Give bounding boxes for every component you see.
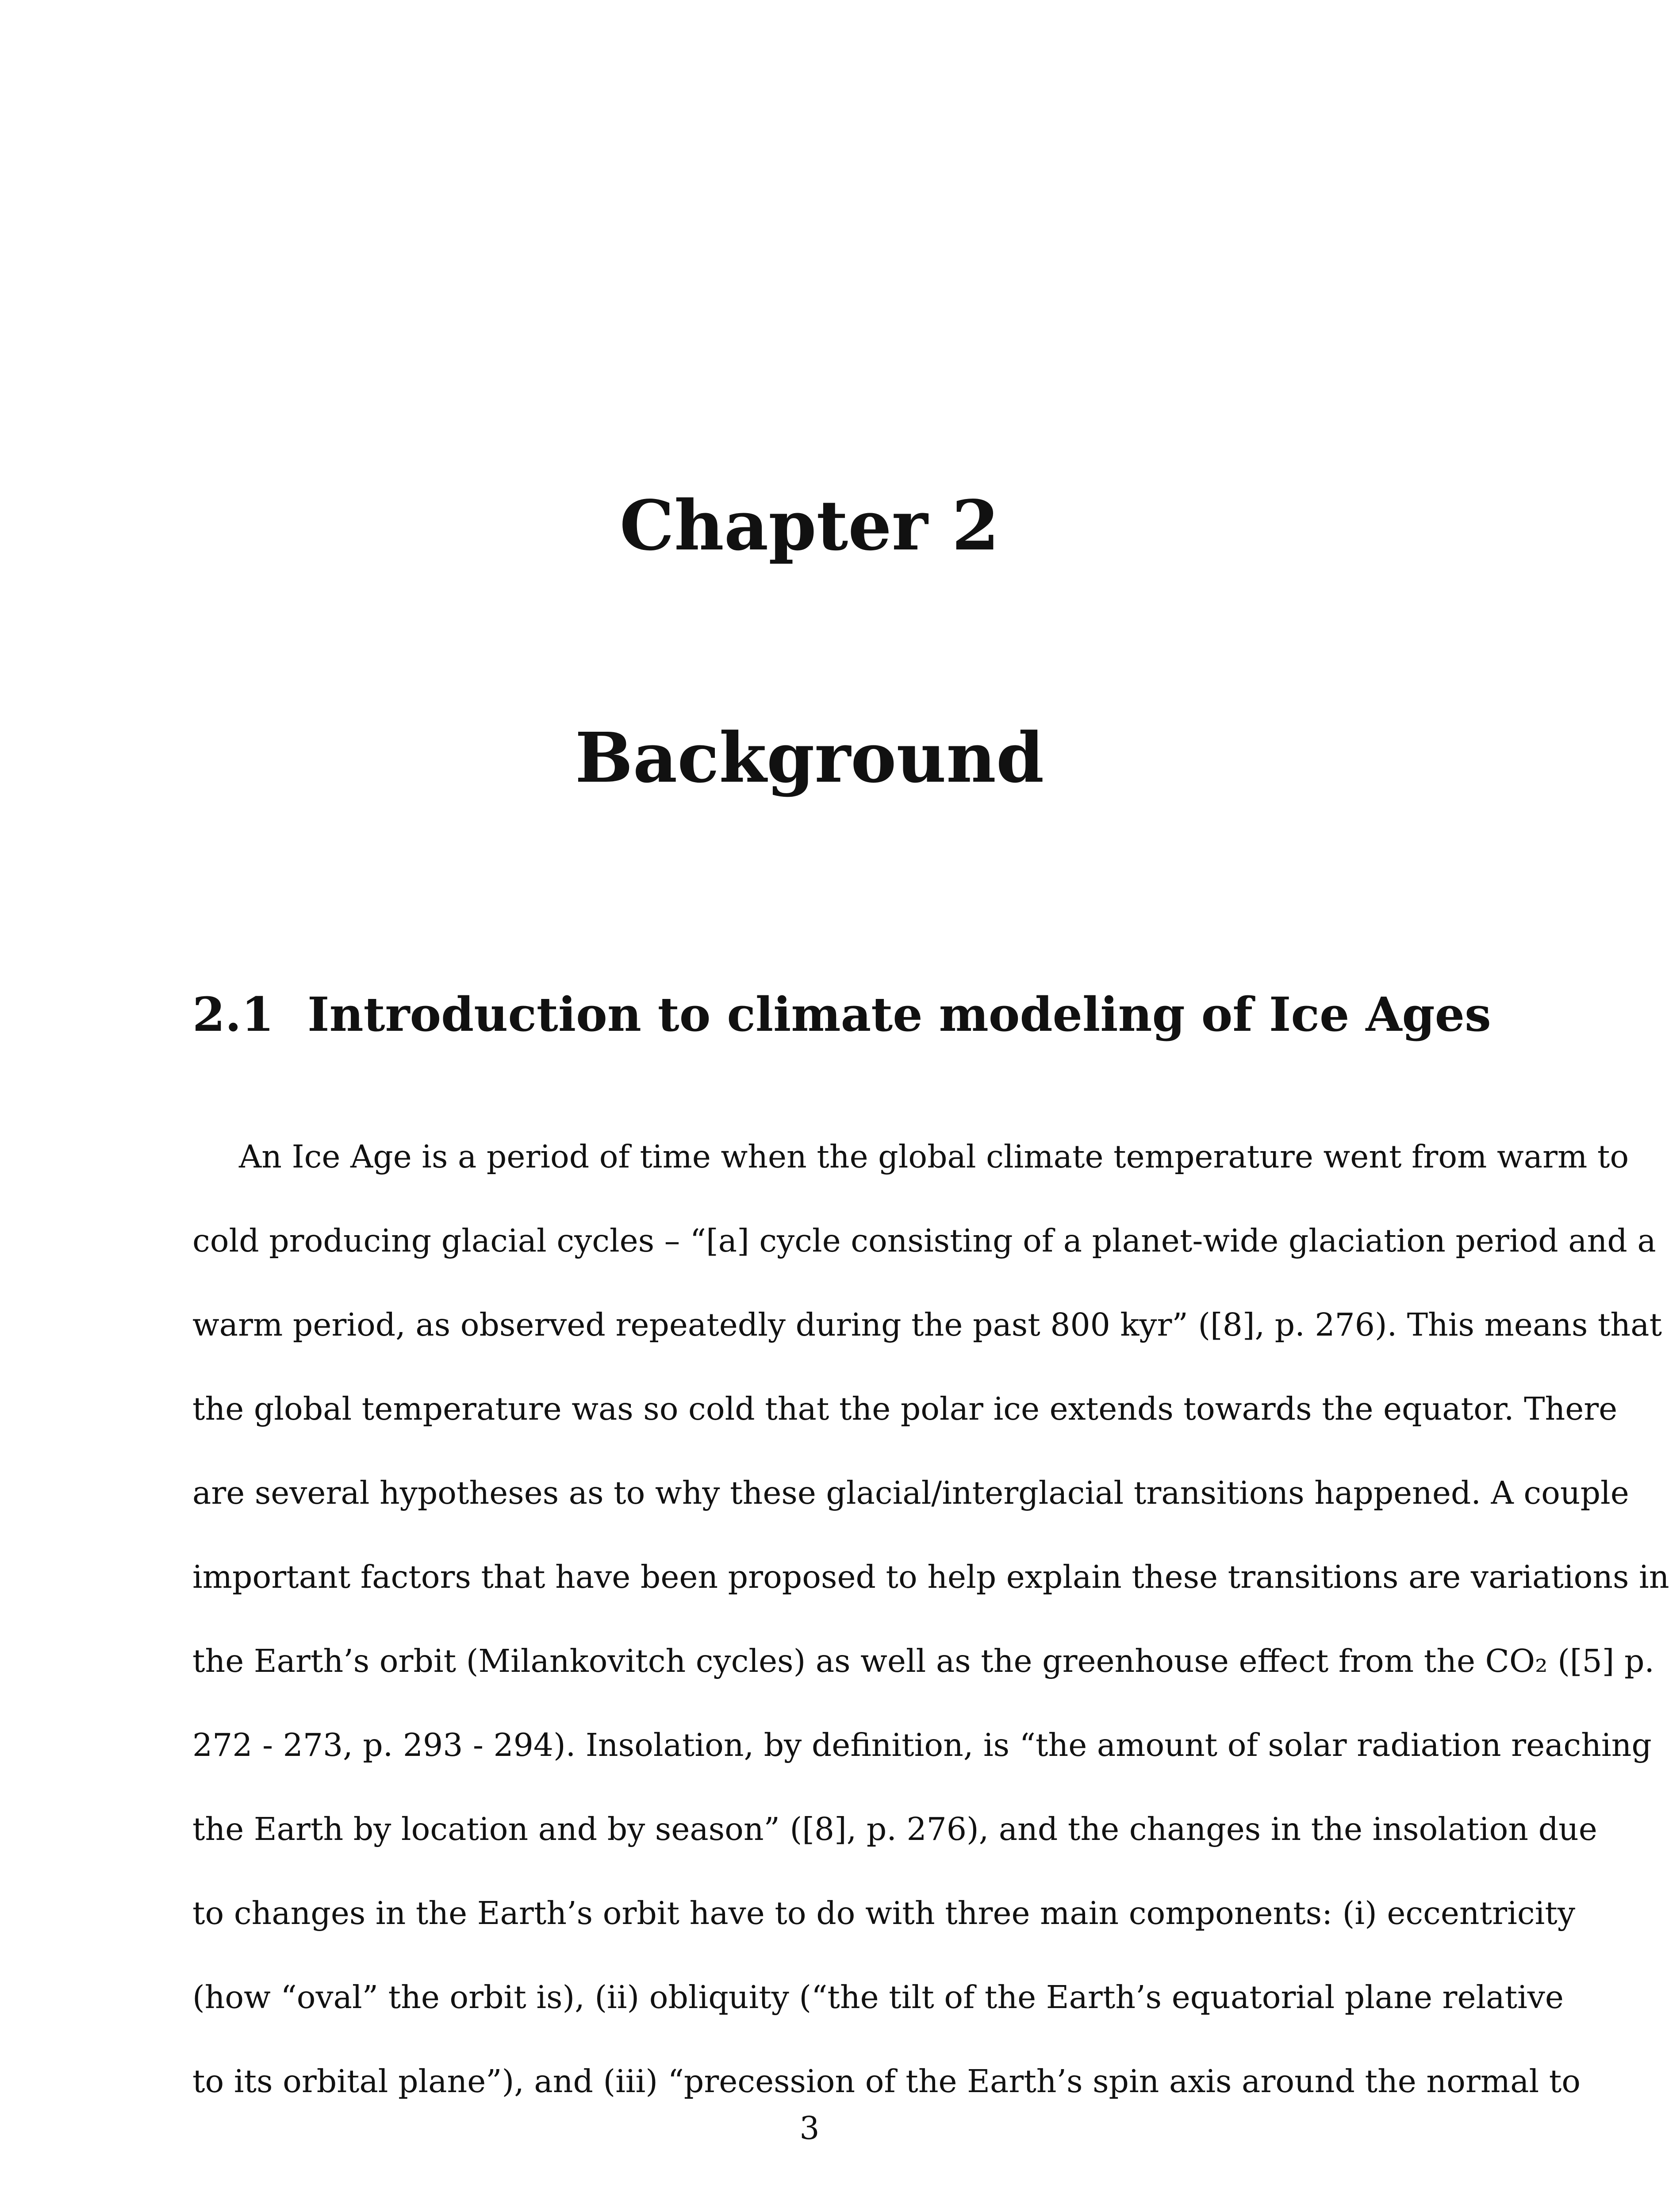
paragraph-line: the Earth by location and by season” ([8], p. 276), and the changes in the insolation due — [192, 1811, 1597, 1847]
paragraph-line: (how “oval” the orbit is), (ii) obliquity (“the tilt of the Earth’s equatorial plane relative — [192, 1979, 1564, 2016]
paragraph-line: An Ice Age is a period of time when the global climate temperature went from warm to — [239, 1138, 1629, 1175]
chapter-label: Chapter 2 — [619, 485, 1000, 566]
paragraph-line: cold producing glacial cycles – “[a] cycle consisting of a planet-wide glaciation period and a — [192, 1222, 1656, 1259]
paragraph-line: are several hypotheses as to why these glacial/interglacial transitions happened. A couple — [192, 1475, 1629, 1511]
section-number: 2.1 — [192, 987, 274, 1042]
paragraph-line: to its orbital plane”), and (iii) “precession of the Earth’s spin axis around the normal to — [192, 2063, 1581, 2100]
section-heading — [192, 987, 1491, 1042]
paragraph-line: 272 - 273, p. 293 - 294). Insolation, by definition, is “the amount of solar radiation reaching — [192, 1727, 1652, 1763]
page-number: 3 — [799, 2110, 820, 2147]
chapter-title: Background — [575, 717, 1044, 798]
paragraph-line: warm period, as observed repeatedly during the past 800 kyr” ([8], p. 276). This means that — [192, 1306, 1662, 1343]
paragraph-line: the global temperature was so cold that the polar ice extends towards the equator. There — [192, 1390, 1618, 1427]
paragraph-line: important factors that have been proposed to help explain these transitions are variations in — [192, 1559, 1669, 1595]
paragraph-line: the Earth’s orbit (Milankovitch cycles) as well as the greenhouse effect from the CO₂ ([5] p. — [192, 1643, 1654, 1679]
section-title: Introduction to climate modeling of Ice Ages — [307, 987, 1491, 1042]
paragraph-line: to changes in the Earth’s orbit have to do with three main components: (i) eccentricity — [192, 1895, 1575, 1932]
body-paragraph — [192, 1133, 1669, 2141]
